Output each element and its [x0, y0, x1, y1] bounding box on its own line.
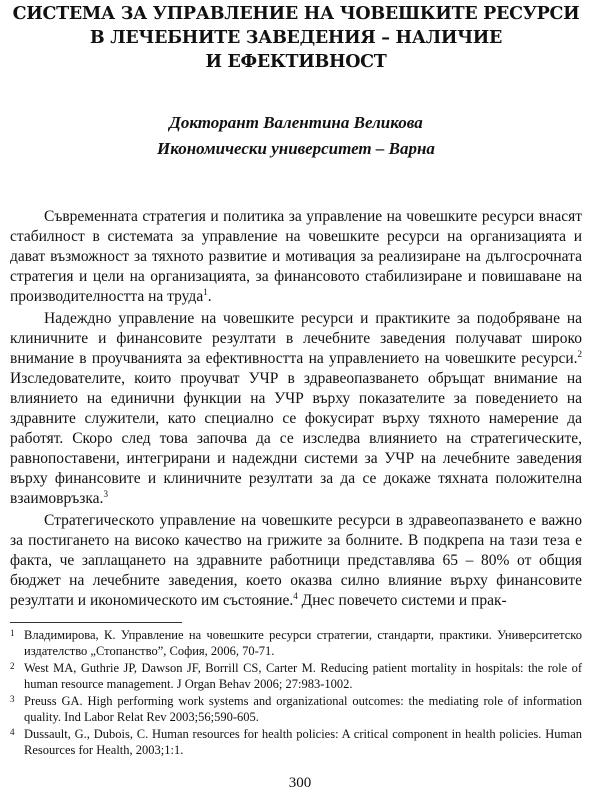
footnote: [10, 726, 582, 758]
footnote-text: Dussault, G., Dubois, C. Human resources for health policies: A critical component in health policies. Human Resources for Health, 2003;1:1.: [24, 727, 582, 757]
paper-title: [10, 2, 582, 74]
footnote: [10, 660, 582, 692]
author-affiliation: Икономически университет – Варна: [157, 139, 435, 158]
title-line-2: В ЛЕЧЕБНИТЕ ЗАВЕДЕНИЯ – НАЛИЧИЕ: [89, 28, 503, 48]
title-line-3: И ЕФЕКТИВНОСТ: [205, 52, 387, 72]
footnote-divider: [10, 622, 182, 623]
footnote-ref-4: 4: [293, 590, 298, 601]
body-text: [10, 207, 582, 611]
footnote-number: 3: [10, 694, 15, 704]
footnote-text: Preuss GA. High performing work systems and organizational outcomes: the mediating role of information quality. Ind Labor Relat Rev 2003;56;590-605.: [24, 694, 582, 724]
paragraph-1: Съвременната стратегия и политика за управление на човешките ресурси внасят стабилност в системата за управление на човешките ресурси на организацията и дават възможност за тяхното развитие и мотивация за реализиране на дългосрочната стратегия и цели на организацията, за финансовото стабилизиране и повишаване на производителността на труда$^1$.: [10, 208, 582, 305]
paragraph-1-text: Съвременната стратегия и политика за управление на човешките ресурси внасят стабилност в системата за управление на човешките ресурси на организацията и дават възможност за тяхното развитие и мотивация за реализиране на дългосрочната стратегия и цели на организацията, за финансовото стабилизиране и повишаване на производителността на труда: [10, 208, 582, 305]
footnotes: [10, 627, 582, 758]
author-name: Докторант Валентина Великова: [169, 113, 423, 132]
footnote-number: 2: [10, 661, 15, 671]
page-number: 300: [288, 775, 312, 791]
paragraph-3-text-a: Стратегическото управление на човешките ресурси в здравеопазването е важно за постигането на високо качество на грижите за болните. В подкрепа на тази теза е факта, че заплащането на здравните работници представлява 65 – 80% от общия бюджет на лечебните заведения, което оказва силно влияние върху финансовите резултати и икономическото им състояние.: [10, 512, 582, 609]
footnote-text: Владимирова, К. Управление на човешките ресурси стратегии, стандарти, практики. Университетско издателство „Стопанство”, София, 2006, 70-71.: [24, 628, 582, 658]
author-block: [10, 110, 582, 162]
paragraph-2-text-a: Надеждно управление на човешките ресурси и практиките за подобряване на клиничните и финансовите резултати в лечебните заведения получават широко внимание в проучванията за ефективността на управлението на човешките ресурси.: [10, 310, 582, 367]
paragraph-2-text-b: Изследователите, които проучват УЧР в здравеопазването обръщат внимание на влиянието на единични функции на УЧР върху показателите за поведението на здравните служители, като специално се фокусират върху тяхното намерение да работят. Скоро след това започва да се изследва влиянието на стратегическите, равнопоставени, интегрирани и надеждни системи за УЧР на лечебните заведения върху финансовите и клиничните резултати за да се докаже тяхната положителна взаимовръзка.: [10, 370, 582, 507]
footnote-ref-3: 3: [103, 488, 108, 499]
footnote-ref-2: 2: [577, 348, 582, 359]
footnote-text: West MA, Guthrie JP, Dawson JF, Borrill CS, Carter M. Reducing patient mortality in hospitals: the role of human resource management. J Organ Behav 2006; 27:983-1002.: [24, 661, 582, 691]
footnote-number: 4: [10, 727, 15, 737]
footnote: [10, 627, 582, 659]
footnote: [10, 693, 582, 725]
title-line-1: СИСТЕМА ЗА УПРАВЛЕНИЕ НА ЧОВЕШКИТЕ РЕСУРСИ: [12, 4, 580, 24]
paragraph-3-text-b: Днес повечето системи и прак-: [297, 592, 507, 609]
paragraph-3: [10, 511, 582, 611]
footnote-ref-1: 1: [203, 286, 208, 297]
paragraph-2: [10, 309, 582, 509]
footnote-number: 1: [10, 628, 15, 638]
